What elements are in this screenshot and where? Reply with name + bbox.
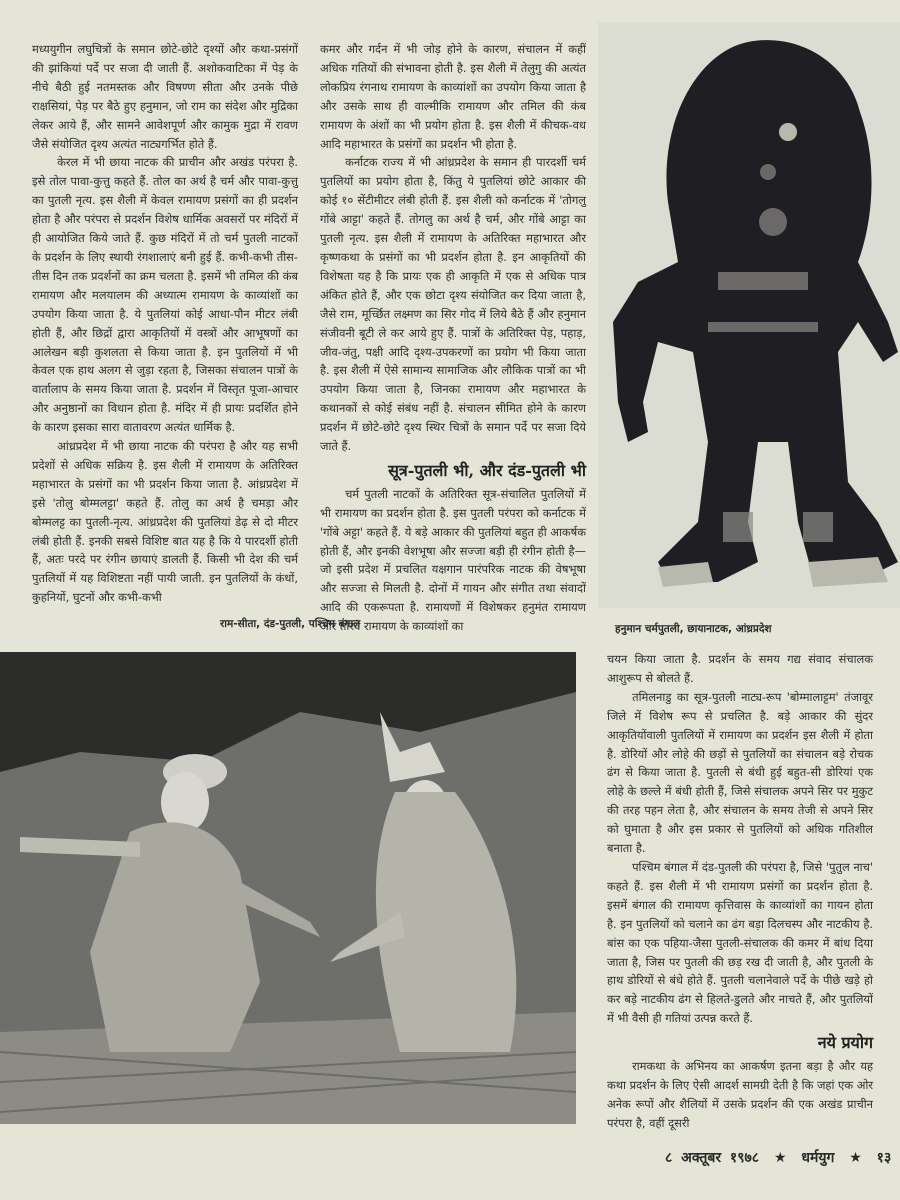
star-icon: ★ [773, 1150, 787, 1166]
star-icon: ★ [849, 1150, 862, 1166]
paragraph: चर्म पुतली नाटकों के अतिरिक्त सूत्र-संचालित पुतलियों में भी रामायण का प्रदर्शन होता है. इस पुतली परंपरा को कर्नाटक में 'गोंबे अट्टा' कहते हैं. ये बड़े आकार की पुतलियां बहुत ही आकर्षक होती हैं, और इनकी वेशभूषा और सज्जा बड़ी ही रंगीन होती है—जो इसी प्रदेश में प्रचलित यक्षगान पारंपरिक नाटक की वेषभूषा और सज्जा से मिलती है. दोनों में गायन और संगीत तथा संवादों आदि की एकरूपता है. रामायणों में विशेषकर हनुमंत रामायण और तोरवे रामायण के काव्यांशों का [320, 486, 586, 634]
paragraph: मध्ययुगीन लघुचित्रों के समान छोटे-छोटे दृश्यों और कथा-प्रसंगों की झांकियां पर्दे पर सजा दी जाती हैं. अशोकवाटिका में पेड़ के नीचे बैठी हुई नतमस्तक और विषण्ण सीता और उनके पीछे राक्षसियां, पेड़ पर बैठे हुए हनुमान, जो राम का संदेश और मुद्रिका लेकर आये हैं, और सामने आवेशपूर्ण और कामुक मुद्रा में रावण जैसे संयोजित दृश्य अत्यंत नाट्यगर्भित होते हैं. [32, 42, 298, 151]
page-footer [665, 1148, 897, 1167]
paragraph: पश्चिम बंगाल में दंड-पुतली की परंपरा है, जिसे 'पुतुल नाच' कहते हैं. इस शैली में भी रामायण प्रसंगों का प्रदर्शन होता है. इसमें बंगाल की रामायण कृत्तिवास के काव्यांशों का गायन होता है. इन पुतलियों को चलाने का ढंग बड़ा दिलचस्प और नाटकीय है. बांस का एक पहिया-जैसा पुतली-संचालक की कमर में बांध दिया जाता है, जिस पर पुतली की छड़ रख दी जाती है, और पुतली के हाथ डोरियों से बंधे होते हैं. पुतली चलानेवाले पर्दे के पीछे खड़े हो कर बड़े नाटकीय ढंग से हिलते-डुलते और नाचते हैं, और पुतलियों में भी वैसी ही गतियां उत्पन्न करते हैं. [607, 859, 873, 1026]
section-heading: नये प्रयोग [817, 1033, 873, 1053]
paragraph: चयन किया जाता है. प्रदर्शन के समय गद्य संवाद संचालक आशुरूप से बोलते हैं. [607, 652, 873, 685]
rama-sita-puppet-photo [0, 652, 576, 1124]
magazine-name: धर्मयुग [801, 1150, 835, 1166]
paragraph: आंध्रप्रदेश में भी छाया नाटक की परंपरा है और यह सभी प्रदेशों से अधिक सक्रिय है. इस शैली में रामायण के अतिरिक्त महाभारत के प्रसंगों का भी प्रदर्शन किया जाता है. आंध्रप्रदेश में इसे 'तोलु बोम्मलट्टा' कहते हैं. तोलु का अर्थ है चमड़ा और बोम्मलट्ट का पुतली-नृत्य. आंध्रप्रदेश की पुतलियां डेढ़ से दो मीटर लंबी होती हैं. इनकी सबसे विशिष्ट बात यह है कि ये पारदर्शी होती हैं, अतः परदे पर रंगीन छायाएं डालती हैं. किसी भी देश की चर्म पुतलियों में यह विशिष्टता नहीं पायी जाती. इन पुतलियों के कंधों, कुहनियों, घुटनों और कभी-कभी [32, 439, 298, 605]
paragraph: कर्नाटक राज्य में भी आंध्रप्रदेश के समान ही पारदर्शी चर्म पुतलियों का प्रयोग होता है, किंतु ये पुतलियां छोटे आकार की कोई १० सेंटीमीटर लंबी होती हैं. इस शैली को कर्नाटक में 'तोगलु गोंबे आट्टा' कहते हैं. तोगलु का अर्थ है चर्म, और गोंबे आट्टा का पुतली नृत्य. इस शैली में रामायण के अतिरिक्त महाभारत और कृष्णकथा के प्रसंगों का भी प्रदर्शन होता है. इन आकृतियों की विशेषता यह है कि प्रायः एक ही आकृति में एक से अधिक पात्र अंकित होते हैं, और एक छोटा दृश्य संयोजित कर दिया जाता है, जैसे राम, मूर्च्छित लक्ष्मण का सिर गोद में लिये बैठे हैं और हनुमान संजीवनी बूटी ले कर आये हुए हैं. पात्रों के अतिरिक्त पेड़, पहाड़, जीव-जंतु, पक्षी आदि दृश्य-उपकरणों का प्रयोग भी किया जाता है. इस शैली में ऐसे सामान्य सामाजिक और लौकिक पात्रों का भी उपयोग किया जाता है, जिनका रामायण और महाभारत के कथानकों से कोई संबंध नहीं है. संचालन सीमित होने के कारण प्रदर्शन में छोटे-छोटे दृश्य स्थिर चित्रों के समान पर्दे पर सजा दिये जाते हैं. [320, 155, 586, 454]
paragraph: केरल में भी छाया नाटक की प्राचीन और अखंड परंपरा है. इसे तोल पावा-कुत्तु कहते हैं. तोल का अर्थ है चर्म और पावा-कुत्तु का पुतली नृत्य. इस शैली में केवल रामायण प्रसंगों का ही प्रदर्शन होता है और परंपरा से प्रदर्शन विशेष धार्मिक अवसरों पर मंदिरों में ही आयोजित किये जाते हैं. कुछ मंदिरों में तो चर्म पुतली नाटकों के प्रदर्शन के लिए स्थायी रंगशालाएं बनी हुई हैं. कभी-कभी तीस-तीस दिन तक प्रदर्शनों का क्रम चलता है. इसमें भी तमिल की कंब रामायण और मलयालम की अध्यात्म रामायण के काव्यांशों का उपयोग किया जाता है. ये पुतलियां कोई आधा-पौन मीटर लंबी होती हैं, और छिद्रों द्वारा आकृतियों में वस्त्रों और आभूषणों का आलेखन बड़ी कुशलता से किया जाता है. इन पुतलियों में भी केवल एक हाथ अलग से जुड़ा रहता है, जिसका संचालन पात्रों के वार्तालाप के समय किया जाता है. प्रदर्शन में विस्तृत पूजा-आचार और अनुष्ठानों का विधान होता है. मंदिर में ही प्रायः प्रदर्शित होने के कारण इसका सारा वातावरण अत्यंत धार्मिक है. [32, 155, 298, 435]
middle-text-column [320, 40, 586, 636]
paragraph: तमिलनाडु का सूत्र-पुतली नाट्य-रूप 'बोम्मालाट्टम' तंजावूर जिले में विशेष रूप से प्रचलित है. बड़े आकार की सुंदर आकृतियोंवाली पुतलियों में रामायण का प्रदर्शन इस शैली में होता है. डोरियों और लोहे की छड़ों से पुतलियों का संचालन बड़े रोचक ढंग से किया जाता है. पुतली से बंधी हुई बहुत-सी डोरियां एक लोहे के छल्ले में बंधी होती हैं, जिसे संचालक अपने सिर पर मुकुट की तरह पहन लेता है, और संचालन के समय तेजी से अपने सिर को घुमाता है और इस प्रकार से पुतलियों को अधिक गतिशील बनाता है. [607, 689, 873, 856]
page-number: १३ [876, 1150, 892, 1166]
section-heading: सूत्र-पुतली भी, और दंड-पुतली भी [388, 460, 586, 480]
left-text-column [32, 40, 298, 607]
issue-date: ८ अक्तूबर १९७८ [665, 1150, 760, 1166]
right-text-column [607, 650, 873, 1133]
hanuman-puppet-photo [598, 22, 900, 608]
paragraph: रामकथा के अभिनय का आकर्षण इतना बड़ा है और यह कथा प्रदर्शन के लिए ऐसी आदर्श सामग्री देती है कि जहां एक ओर अनेक रूपों और शैलियों में उसके प्रदर्शन की एक अखंड प्राचीन परंपरा है, वहीं दूसरी [607, 1059, 874, 1130]
paragraph: कमर और गर्दन में भी जोड़ होने के कारण, संचालन में कहीं अधिक गतियों की संभावना होती है. इस शैली में तेलुगु की अत्यंत लोकप्रिय रंगनाथ रामायण के काव्यांशों का उपयोग किया जाता है और उसके साथ ही वाल्मीकि रामायण और तमिल की कंब रामायण के अंशों का भी प्रयोग होता है. इस शैली में कीचक-वध आदि महाभारत के प्रसंगों का प्रदर्शन भी होता है. [320, 42, 586, 151]
top-photo-caption: हनुमान चर्मपुतली, छायानाटक, आंध्रप्रदेश [615, 623, 772, 635]
bottom-photo-caption: राम-सीता, दंड-पुतली, पश्चिम बंगाल [220, 618, 361, 630]
